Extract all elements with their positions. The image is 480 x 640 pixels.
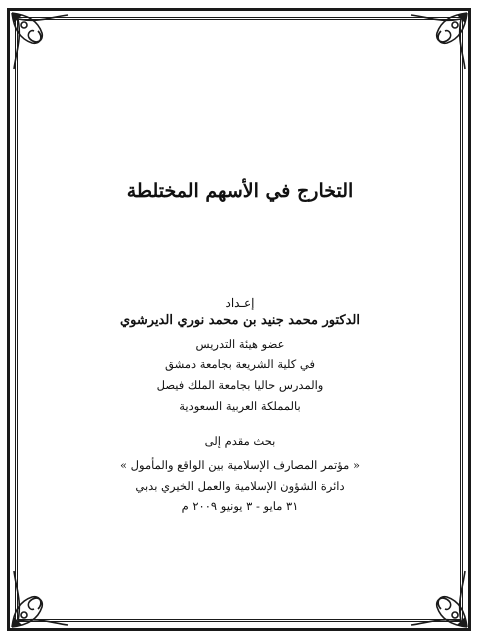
- presented-to-label: بحث مقدم إلى: [204, 434, 276, 448]
- prepared-by-label: إعـداد: [225, 296, 255, 310]
- author-role-line: عضو هيئة التدريس: [195, 337, 285, 351]
- author-role-line: في كلية الشريعة بجامعة دمشق: [165, 357, 315, 371]
- organizer-name: دائرة الشؤون الإسلامية والعمل الخيري بدبي: [135, 479, 345, 493]
- document-title: التخارج في الأسهم المختلطة: [126, 180, 354, 202]
- conference-name: « مؤتمر المصارف الإسلامية بين الواقع والمأمول »: [119, 458, 361, 472]
- conference-dates: ٣١ مايو - ٣ يونيو ٢٠٠٩ م: [181, 499, 299, 513]
- author-role-line: والمدرس حاليا بجامعة الملك فيصل: [156, 378, 324, 392]
- cover-content: [40, 0, 440, 640]
- author-role-line: بالمملكة العربية السعودية: [179, 399, 301, 413]
- author-name: الدكتور محمد جنيد بن محمد نوري الديرشوي: [119, 313, 361, 328]
